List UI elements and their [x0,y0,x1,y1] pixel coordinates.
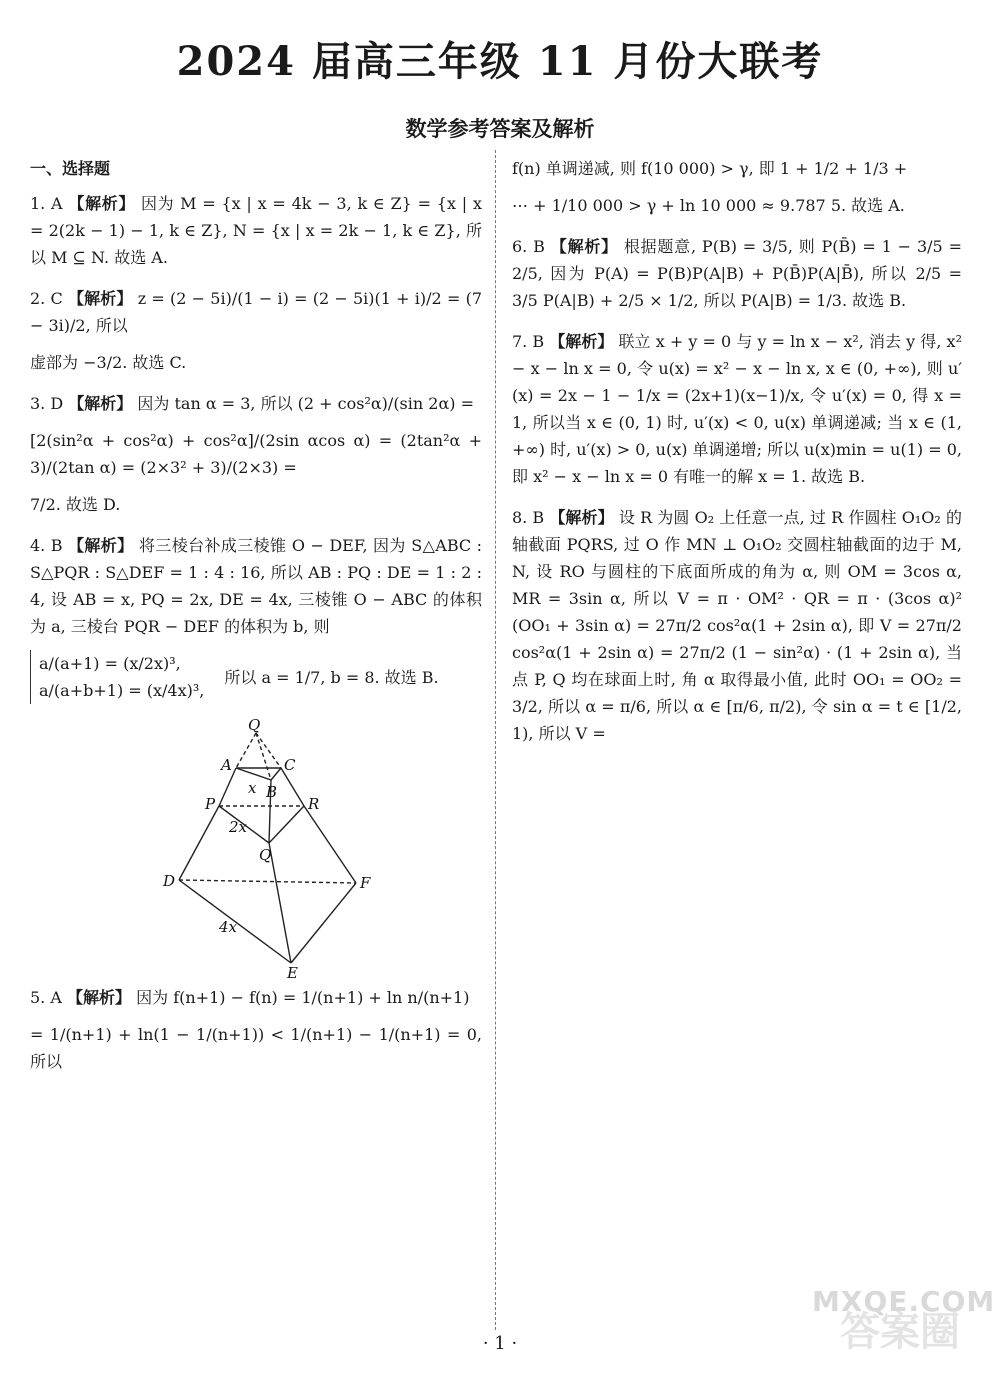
label-c: C [284,756,296,774]
q1-text: 因为 M = {x | x = 4k − 3, k ∈ Z} = {x | x = 2(2k − 1) − 1, k ∈ Z}, N = {x | x = 2k − 1, k ∈ Z}, 所以 M ⊆ N. 故选 A. [30,194,482,267]
column-divider [495,150,496,1330]
page-subtitle: 数学参考答案及解析 [405,116,595,141]
edge-rf [304,806,356,883]
edge-qe [269,843,291,963]
right-column [512,155,962,761]
label-f: F [360,874,371,892]
q4-tag: 【解析】 [67,536,134,555]
question-6 [512,233,962,314]
watermark-logo: 答案圈 [840,1308,960,1355]
q3-line2: [2(sin²α + cos²α) + cos²α]/(2sin αcos α) = (2tan²α + 3)/(2tan α) = (2×3² + 3)/(2×3) = [30,431,482,477]
question-4 [30,532,482,704]
q6-text: 根据题意, P(B) = 3/5, 则 P(B̄) = 1 − 3/5 = 2/5, 因为 P(A) = P(B)P(A|B) + P(B̄)P(A|B̄), 所以 2/5 = 3/5 P(A|B) + 2/5 × 1/2, 所以 P(A|B) = 1/3. 故选 B. [512,237,962,310]
q2-line2: 虚部为 −3/2. 故选 C. [30,353,187,372]
q6-number: 6. B [512,237,545,256]
q2-tag: 【解析】 [67,289,133,308]
q4-text: 将三棱台补成三棱锥 O − DEF, 因为 S△ABC : S△PQR : S△DEF = 1 : 4 : 16, 所以 AB : PQ : DE = 1 : 2 : 4, 设 AB = x, PQ = 2x, DE = 4x, 三棱锥 O − ABC 的体积为 a, 三棱台 PQR − DEF 的体积为 b, 则 [30,536,482,636]
label-p: P [205,795,216,813]
q7-tag: 【解析】 [549,332,614,351]
q1-number: 1. A [30,194,63,213]
q3-line1: 因为 tan α = 3, 所以 (2 + cos²α)/(sin 2α) = [137,394,474,413]
edge-qb [256,733,271,780]
frustum-figure [141,718,371,978]
q4-eq2: a/(a+b+1) = (x/4x)³, [39,681,205,700]
question-2 [30,285,482,376]
left-column [30,155,482,1089]
q5-line2: = 1/(n+1) + ln(1 − 1/(n+1)) < 1/(n+1) − 1/(n+1) = 0, 所以 [30,1025,482,1071]
question-3 [30,390,482,518]
q8-tag: 【解析】 [549,508,614,527]
q2-line1: z = (2 − 5i)/(1 − i) = (2 − 5i)(1 + i)/2 = (7 − 3i)/2, 所以 [30,289,483,335]
q3-line3: 7/2. 故选 D. [30,495,121,514]
label-d: D [163,872,176,890]
label-e: E [287,964,298,978]
q5-line1: 因为 f(n+1) − f(n) = 1/(n+1) + ln n/(n+1) [136,988,470,1007]
q4-conclusion: 所以 a = 1/7, b = 8. 故选 B. [224,667,439,687]
label-r: R [308,795,320,813]
edge-qa [236,733,256,768]
question-5-continued [512,155,962,219]
q5-cont-line1: f(n) 单调递减, 则 f(10 000) > γ, 即 1 + 1/2 + 1/3 + [512,159,908,178]
edge-pd [179,806,219,880]
q5-number: 5. A [30,988,62,1007]
question-1 [30,190,482,271]
label-4x: 4x [219,918,238,936]
q5-cont-line2: ⋯ + 1/10 000 > γ + ln 10 000 ≈ 9.787 5. 故选 A. [512,196,905,215]
edge-cb [271,768,281,780]
label-a: A [221,756,232,774]
question-7 [512,328,962,490]
label-x: x [248,779,257,797]
q1-tag: 【解析】 [68,194,136,213]
q7-text: 联立 x + y = 0 与 y = ln x − x², 消去 y 得, x² − x − ln x = 0, 令 u(x) = x² − x − ln x, x ∈ (0, +∞), 则 u′(x) = 2x − 1 − 1/x = (2x+1)(x−1)/x, 令 u′(x) = 0, 得 x = 1, 所以当 x ∈ (0, 1) 时, u′(x) < 0, u(x) 单调递减; 当 x ∈ (1, +∞) 时, u′(x) > 0, u(x) 单调递增; 所以 u(x)min = u(1) = 0, 即 x² − x − ln x = 0 有唯一的解 x = 1. 故选 B. [512,332,962,486]
label-q-top: Q [248,718,261,734]
q4-eq1: a/(a+1) = (x/2x)³, [39,654,181,673]
question-5 [30,984,482,1075]
edge-qc [256,733,281,768]
page-title: 2024 届高三年级 11 月份大联考 [176,38,824,85]
edge-df [179,880,356,883]
watermark-text: MXQE.COM [812,1285,996,1318]
q8-number: 8. B [512,508,545,527]
edge-rq [269,806,304,843]
label-q: Q [259,846,272,864]
q2-number: 2. C [30,289,63,308]
q5-tag: 【解析】 [67,988,132,1007]
label-2x: 2x [229,818,248,836]
label-b: B [266,783,278,801]
q3-number: 3. D [30,394,64,413]
q4-number: 4. B [30,536,63,555]
q7-number: 7. B [512,332,545,351]
section-heading: 一、选择题 [30,159,111,178]
q3-tag: 【解析】 [68,394,133,413]
page-number: · 1 · [482,1333,518,1354]
q8-text: 设 R 为圆 O₂ 上任意一点, 过 R 作圆柱 O₁O₂ 的轴截面 PQRS, 过 O 作 MN ⊥ O₁O₂ 交圆柱轴截面的边于 M, N, 设 RO 与圆柱的下底面所成的角为 α, 则 OM = 3cos α, MR = 3sin α, 所以 V = π · OM² · QR = π · (3cos α)² (OO₁ + 3sin α) = 27π/2 cos²α(1 + 2sin α), 即 V = 27π/2 cos²α(1 + 2sin α) = 27π/2 (1 − sin²α) · (1 + 2sin α), 当点 P, Q 均在球面上时, 角 α 取得最小值, 此时 OO₁ = OO₂ = 3/2, 所以 α = π/6, 所以 α ∈ [π/6, π/2), 令 sin α = t ∈ [1/2, 1), 所以 V = [512,508,962,743]
edge-fe [291,883,356,963]
question-8 [512,504,962,747]
q6-tag: 【解析】 [550,237,618,256]
